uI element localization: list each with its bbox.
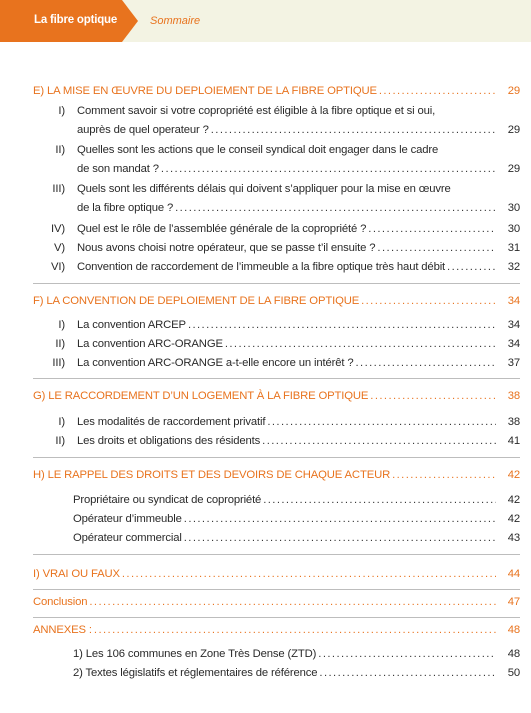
toc-section-conclusion[interactable] — [33, 591, 520, 609]
toc-item-label: 2) Textes législatifs et réglementaires de référence — [73, 667, 318, 679]
toc-item-annex2[interactable] — [33, 662, 520, 680]
toc-item-label: II) La convention ARC-ORANGE — [55, 338, 223, 350]
toc-section-label: I) VRAI OU FAUX — [33, 568, 120, 580]
toc-page-number: 42 — [507, 469, 520, 481]
toc-item-g2[interactable] — [33, 430, 520, 448]
toc-section-label: H) LE RAPPEL DES DROITS ET DES DEVOIRS DE CHAQUE ACTEUR — [33, 469, 391, 481]
leader-dots — [94, 623, 496, 637]
toc-item-e4[interactable] — [33, 218, 520, 236]
toc-page-number: 29 — [507, 163, 520, 175]
toc-item-label: III) La convention ARC-ORANGE a-t-elle encore un intérêt ? — [52, 357, 354, 369]
leader-dots — [379, 84, 496, 98]
leader-dots — [161, 162, 496, 176]
toc-item-label: V) Nous avons choisi notre opérateur, que se passe t’il ensuite ? — [54, 242, 376, 254]
leader-dots — [370, 389, 496, 403]
toc-item-e3[interactable] — [33, 197, 520, 215]
toc-page-number: 30 — [507, 202, 520, 214]
toc-item-e5[interactable] — [33, 237, 520, 255]
toc-item-annex1[interactable] — [33, 643, 520, 661]
leader-dots — [447, 260, 496, 274]
toc-page-number: 29 — [507, 124, 520, 136]
toc-page-number: 43 — [507, 532, 520, 544]
section-divider — [33, 617, 520, 618]
leader-dots — [175, 201, 496, 215]
leader-dots — [368, 222, 496, 236]
toc-page-number: 30 — [507, 223, 520, 235]
leader-dots — [392, 468, 496, 482]
toc-item-label: II) Les droits et obligations des résidents — [55, 435, 261, 447]
chapter-tab — [0, 0, 138, 42]
toc-item-label: de la fibre optique ? — [77, 202, 174, 214]
toc-page-number: 41 — [507, 435, 520, 447]
leader-dots — [184, 531, 496, 545]
toc-page-number: 34 — [507, 319, 520, 331]
toc-item-label: de son mandat ? — [77, 163, 159, 175]
section-divider — [33, 457, 520, 458]
toc-item-label: I) La convention ARCEP — [58, 319, 186, 331]
leader-dots — [267, 415, 496, 429]
toc-section-label: ANNEXES : — [33, 624, 92, 636]
toc-page-number: 34 — [507, 338, 520, 350]
toc-section-i[interactable] — [33, 563, 520, 581]
toc-item-line: I) Comment savoir si votre copropriété est éligible à la fibre optique et si oui, — [58, 105, 436, 117]
leader-dots — [377, 241, 496, 255]
toc-page-number: 42 — [507, 513, 520, 525]
toc-section-h[interactable] — [33, 464, 520, 482]
toc-page-number: 38 — [507, 390, 520, 402]
leader-dots — [319, 666, 496, 680]
section-divider — [33, 589, 520, 590]
section-divider — [33, 378, 520, 379]
leader-dots — [361, 294, 496, 308]
page-subtitle: Sommaire — [150, 15, 201, 27]
leader-dots — [356, 356, 497, 370]
toc-section-f[interactable] — [33, 290, 520, 308]
toc-page-number: 29 — [507, 85, 520, 97]
leader-dots — [211, 123, 496, 137]
toc-section-annexes[interactable] — [33, 619, 520, 637]
toc-item-label: Opérateur commercial — [73, 532, 182, 544]
leader-dots — [318, 647, 496, 661]
toc-page-number: 48 — [507, 624, 520, 636]
toc-page-number: 32 — [507, 261, 520, 273]
toc-section-e[interactable] — [33, 80, 520, 98]
toc-item-f2[interactable] — [33, 333, 520, 351]
toc-item-label: auprès de quel operateur ? — [77, 124, 209, 136]
toc-item-g1[interactable] — [33, 411, 520, 429]
toc-item-f3[interactable] — [33, 352, 520, 370]
toc-item-label: Propriétaire ou syndicat de copropriété — [73, 494, 262, 506]
chapter-title: La fibre optique — [34, 14, 118, 26]
toc-item-label: I) Les modalités de raccordement privatif — [58, 416, 266, 428]
toc-item-e2[interactable] — [33, 158, 520, 176]
toc-item-h3[interactable] — [33, 527, 520, 545]
leader-dots — [188, 318, 496, 332]
toc-item-f1[interactable] — [33, 314, 520, 332]
toc-section-label: F) LA CONVENTION DE DEPLOIEMENT DE LA FIBRE OPTIQUE — [33, 295, 360, 307]
toc-section-label: G) LE RACCORDEMENT D’UN LOGEMENT À LA FIBRE OPTIQUE — [33, 390, 369, 402]
section-divider — [33, 554, 520, 555]
toc-page-number: 42 — [507, 494, 520, 506]
toc-page-number: 48 — [507, 648, 520, 660]
toc-item-label: VI) Convention de raccordement de l’immeuble a la fibre optique très haut débit — [51, 261, 446, 273]
leader-dots — [262, 434, 496, 448]
toc-page-number: 34 — [507, 295, 520, 307]
toc-page-number: 44 — [507, 568, 520, 580]
toc-item-line: III) Quels sont les différents délais qui doivent s’appliquer pour la mise en œuvre — [52, 183, 451, 195]
leader-dots — [122, 567, 496, 581]
toc-item-h2[interactable] — [33, 508, 520, 526]
toc-section-label: Conclusion — [33, 596, 88, 608]
page-header — [0, 0, 531, 42]
toc-section-g[interactable] — [33, 385, 520, 403]
leader-dots — [263, 493, 496, 507]
toc-item-e1[interactable] — [33, 119, 520, 137]
toc-item-label: Opérateur d’immeuble — [73, 513, 182, 525]
toc-item-label: IV) Quel est le rôle de l’assemblée générale de la copropriété ? — [51, 223, 367, 235]
toc-item-label: 1) Les 106 communes en Zone Très Dense (ZTD) — [73, 648, 317, 660]
section-divider — [33, 283, 520, 284]
toc-page-number: 38 — [507, 416, 520, 428]
toc-page-number: 37 — [507, 357, 520, 369]
leader-dots — [184, 512, 496, 526]
leader-dots — [225, 337, 496, 351]
toc-item-e6[interactable] — [33, 256, 520, 274]
toc-page-number: 47 — [507, 596, 520, 608]
toc-page-number: 50 — [507, 667, 520, 679]
toc-item-h1[interactable] — [33, 489, 520, 507]
leader-dots — [89, 595, 496, 609]
toc-page-number: 31 — [507, 242, 520, 254]
toc-section-label: E) LA MISE EN ŒUVRE DU DEPLOIEMENT DE LA FIBRE OPTIQUE — [33, 85, 377, 97]
toc-item-line: II) Quelles sont les actions que le conseil syndical doit engager dans le cadre — [55, 144, 439, 156]
